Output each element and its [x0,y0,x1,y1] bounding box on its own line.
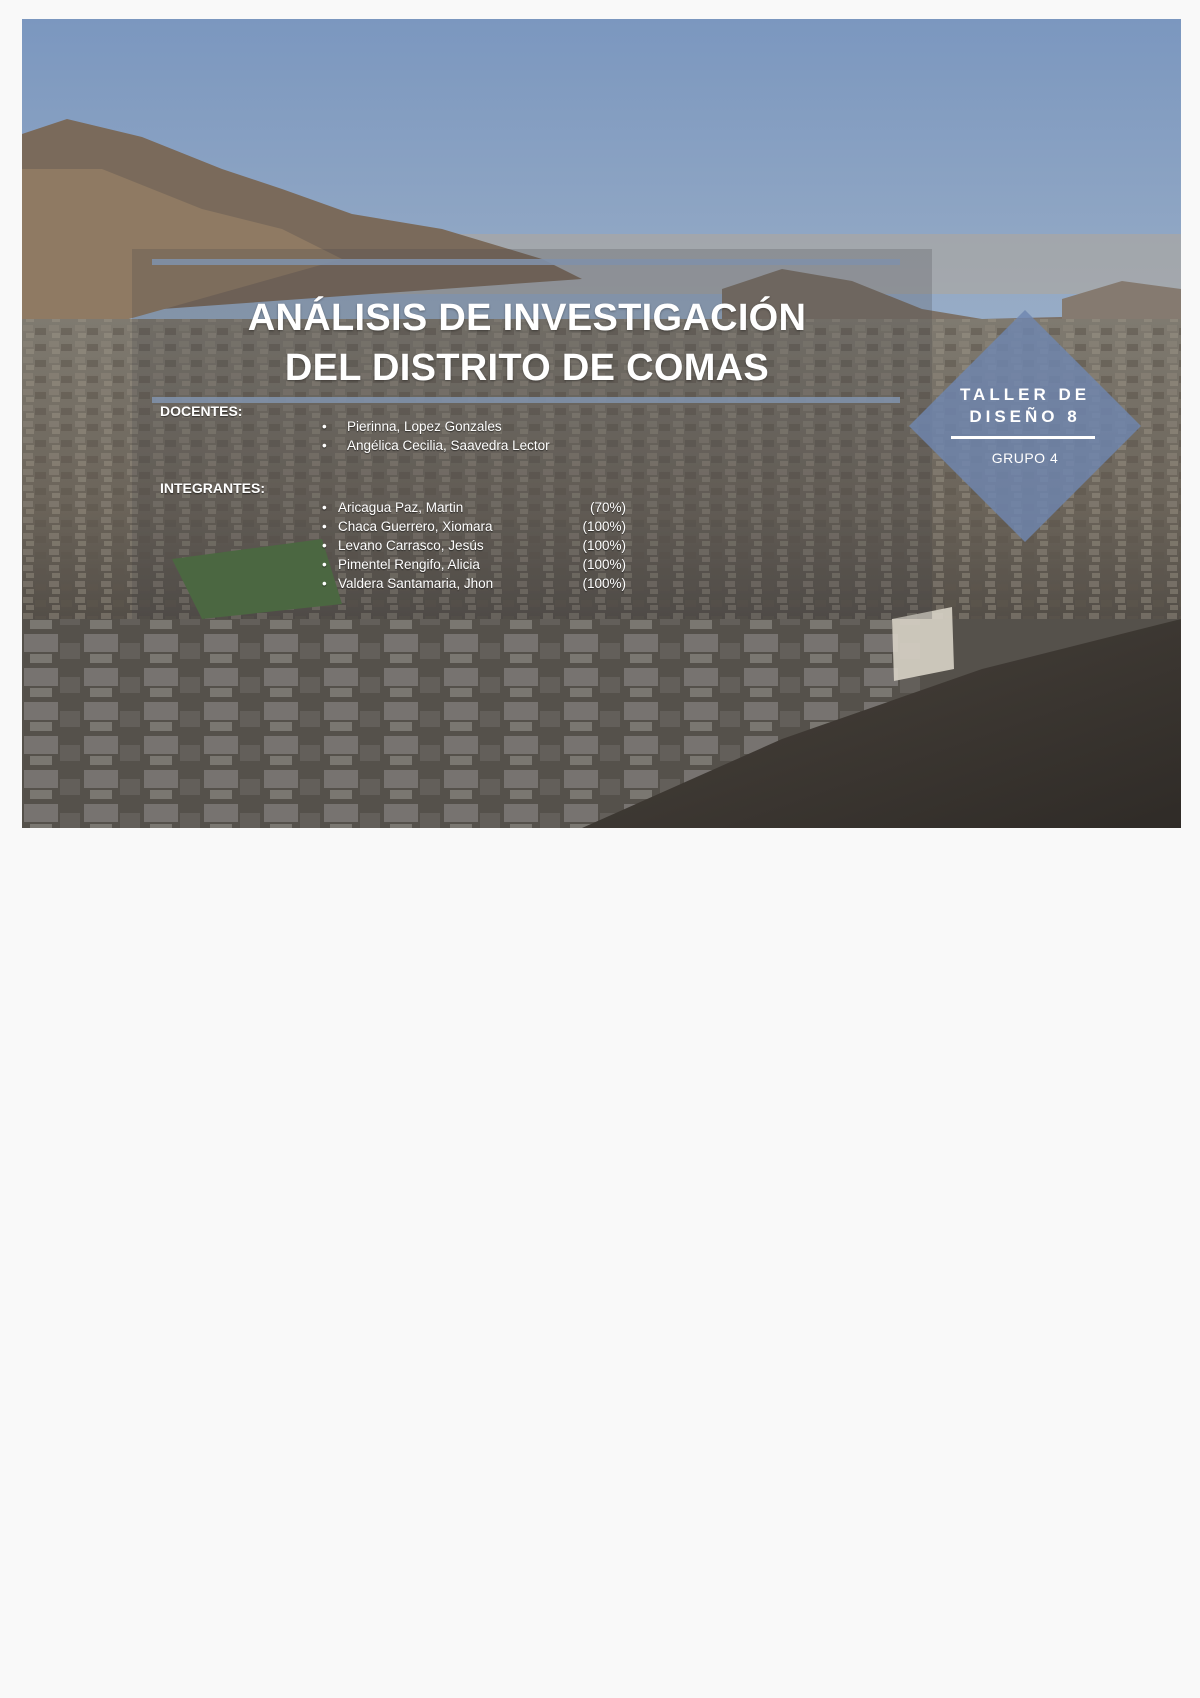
list-item [322,536,626,555]
badge-divider [951,436,1095,439]
list-item [322,517,626,536]
list-item [322,574,626,593]
integrantes-list [322,498,626,593]
list-item [322,555,626,574]
cover-slide [22,19,1181,828]
title-top-rule [152,259,900,265]
integrante-name: Valdera Santamaria, Jhon [338,576,494,591]
docentes-list [322,417,602,455]
integrante-name: Aricagua Paz, Martin [338,500,464,515]
badge-title-line-1: TALLER DE [959,385,1091,404]
integrante-percentage: (100%) [582,576,626,591]
integrante-percentage: (100%) [582,557,626,572]
badge-subtitle: GRUPO 4 [991,450,1059,466]
list-item [322,436,602,455]
title-line-1: ANÁLISIS DE INVESTIGACIÓN [247,297,807,339]
list-item [322,417,602,436]
title-line-2: DEL DISTRITO DE COMAS [284,347,770,389]
badge-title-line-2: DISEÑO 8 [969,407,1081,426]
docentes-label: DOCENTES: [160,403,243,419]
integrante-name: Levano Carrasco, Jesús [338,538,484,553]
docente-name: Angélica Cecilia, Saavedra Lector [347,438,550,453]
integrante-name: Chaca Guerrero, Xiomara [338,519,493,534]
integrante-percentage: (100%) [582,538,626,553]
course-badge [907,308,1143,544]
integrantes-label: INTEGRANTES: [160,480,265,496]
title-bottom-rule [152,397,900,403]
integrante-name: Pimentel Rengifo, Alicia [338,557,480,572]
slide-title [152,293,902,393]
integrante-percentage: (70%) [589,500,626,515]
integrante-percentage: (100%) [582,519,626,534]
docente-name: Pierinna, Lopez Gonzales [347,419,502,434]
title-block [152,259,902,404]
badge-title [907,384,1143,428]
list-item [322,498,626,517]
